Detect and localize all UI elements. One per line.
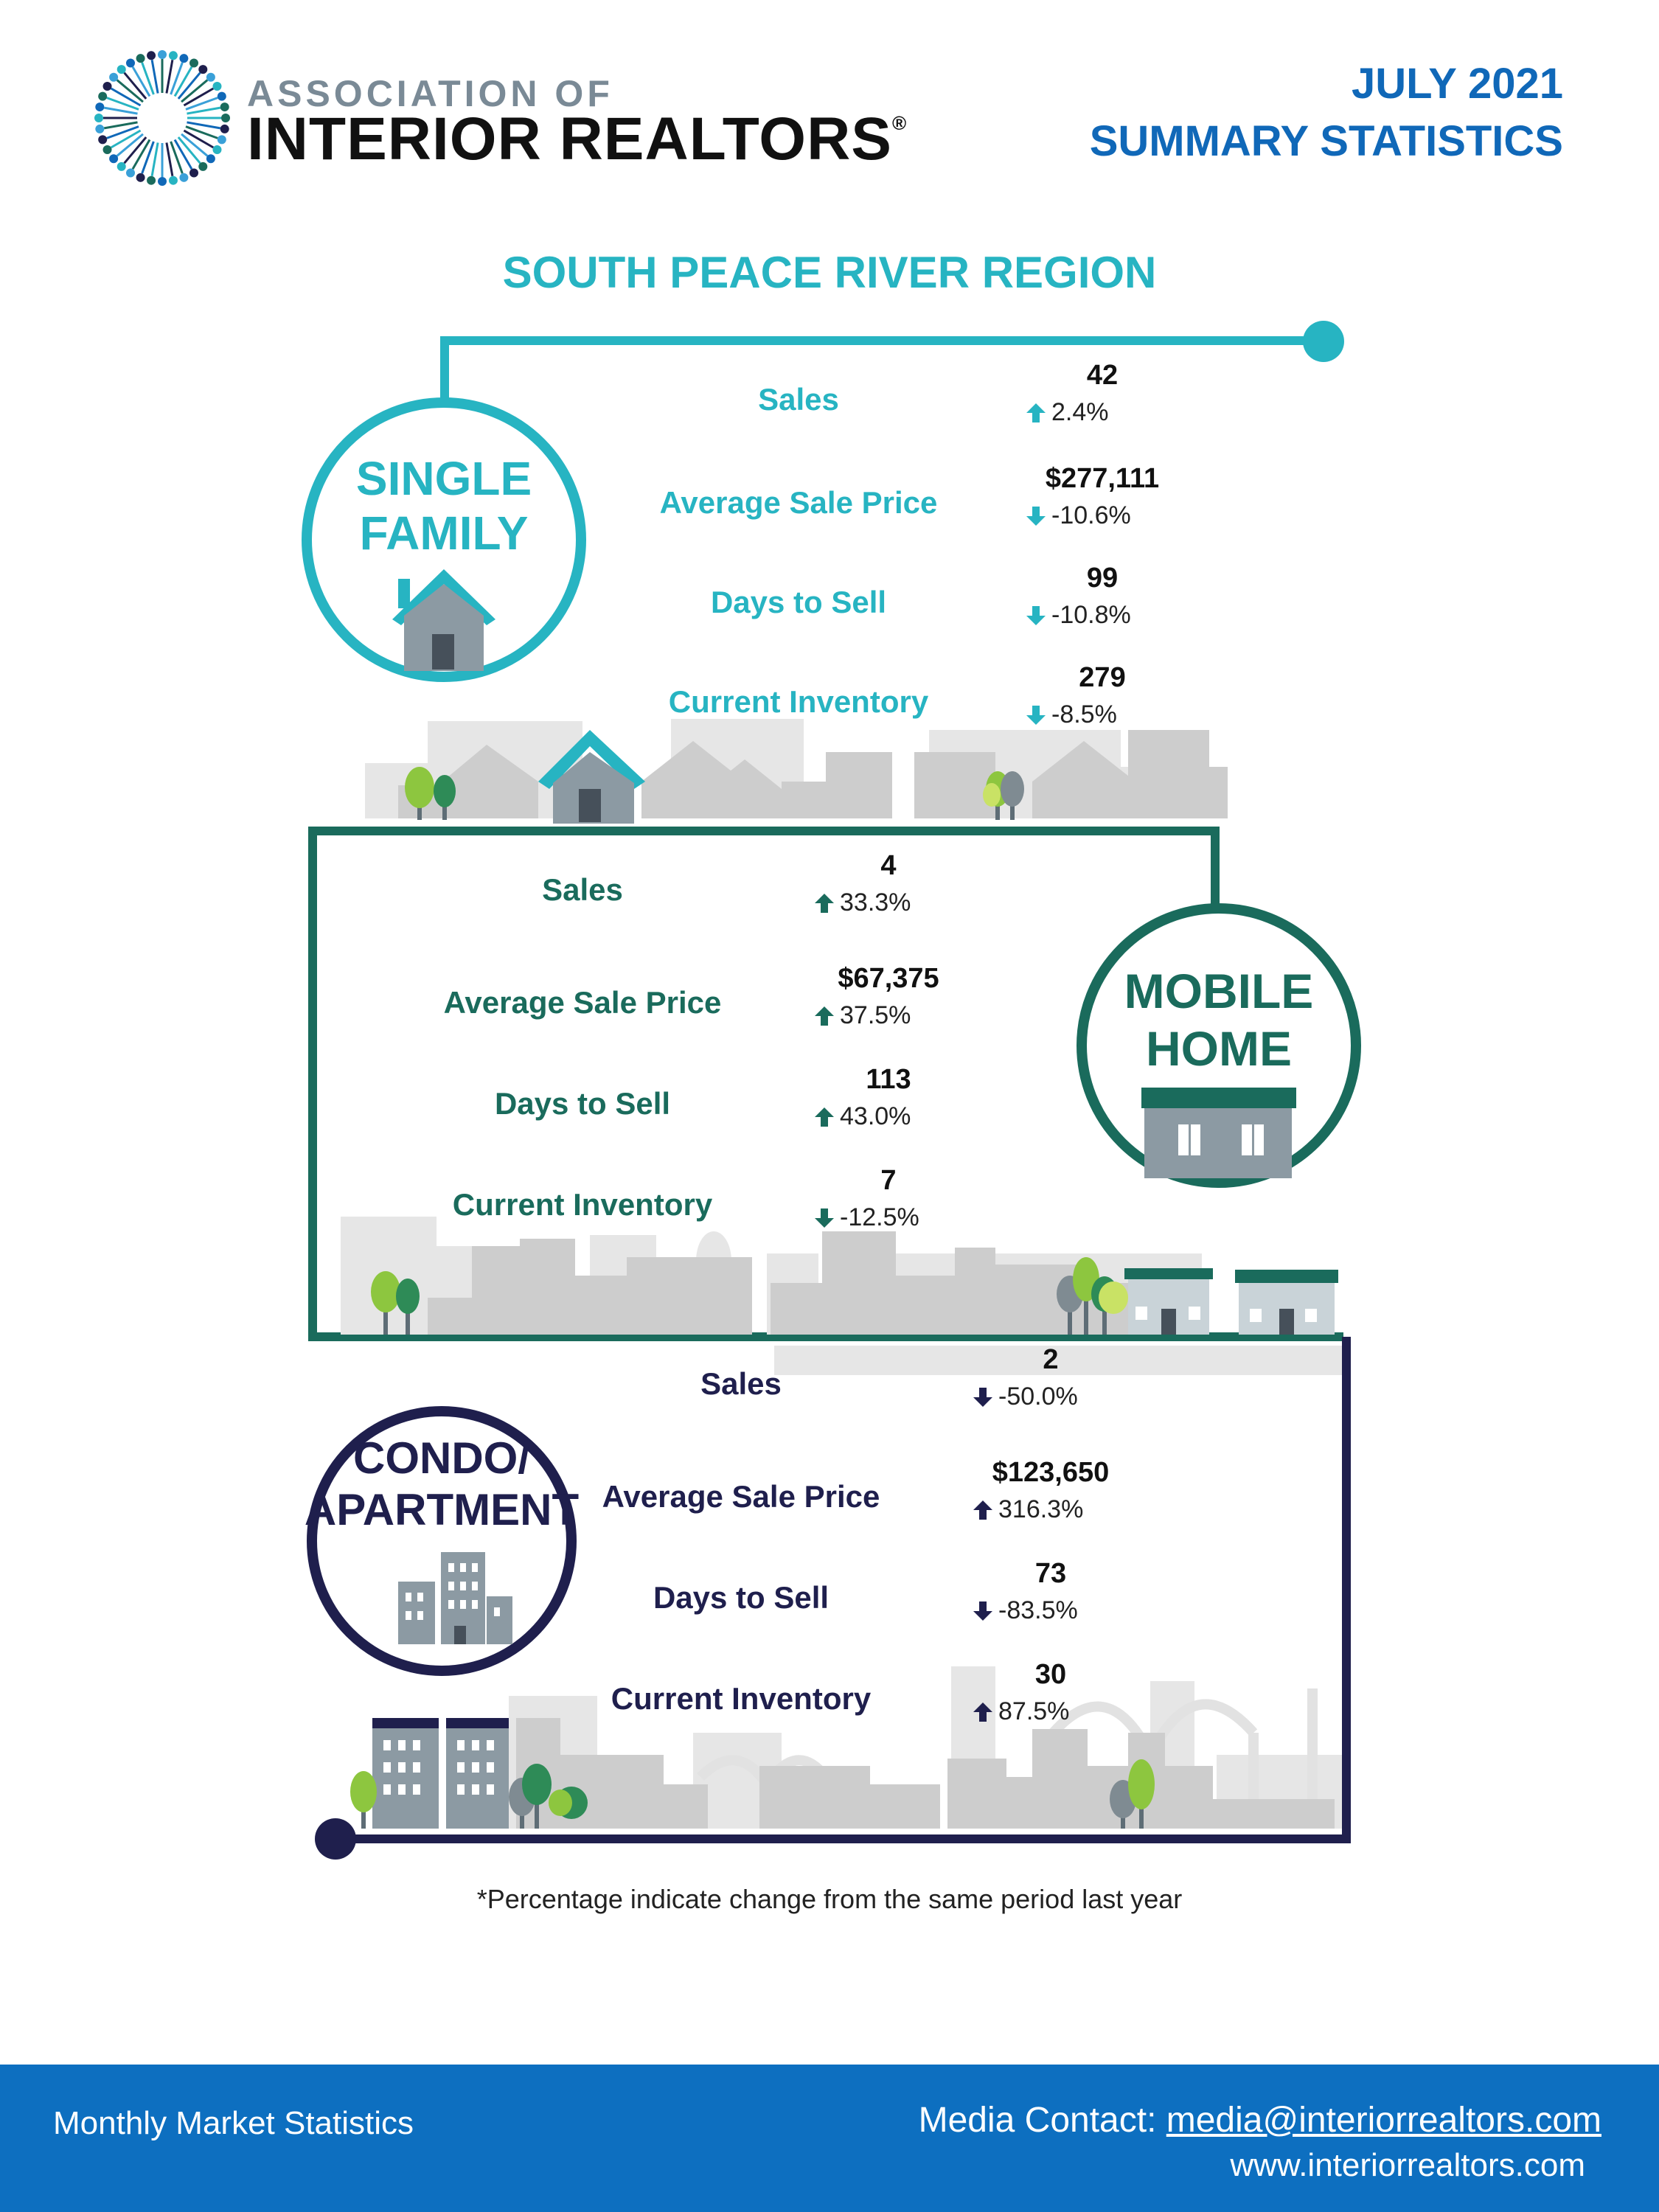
stat-value: 279 bbox=[1079, 662, 1126, 693]
media-email-link[interactable]: media@interiorrealtors.com bbox=[1166, 2101, 1601, 2140]
stat-label: Average Sale Price bbox=[659, 485, 938, 520]
arrow-down-icon bbox=[972, 1600, 994, 1622]
stat-value: $123,650 bbox=[992, 1457, 1110, 1488]
stat-change-value: 37.5% bbox=[840, 1001, 911, 1029]
mobile-home-title bbox=[1108, 962, 1329, 1077]
arrow-down-icon bbox=[813, 1207, 835, 1229]
stat-value: 7 bbox=[880, 1165, 897, 1196]
single-family-title-1: SINGLE bbox=[355, 452, 532, 505]
stat-change bbox=[972, 1596, 1078, 1625]
arrow-up-icon bbox=[972, 1701, 994, 1723]
stat-change bbox=[813, 1102, 911, 1131]
stat-change bbox=[972, 1697, 1069, 1726]
stat-label: Sales bbox=[758, 382, 839, 417]
stat-label: Days to Sell bbox=[653, 1580, 830, 1615]
stat-value: 113 bbox=[866, 1064, 911, 1095]
arrow-down-icon bbox=[1025, 505, 1047, 527]
mobile-home-title-2: HOME bbox=[1146, 1021, 1292, 1076]
stat-label: Current Inventory bbox=[452, 1187, 713, 1222]
media-contact-label: Media Contact: bbox=[918, 2101, 1157, 2140]
stat-change-value: 316.3% bbox=[998, 1495, 1084, 1523]
single-family-title-2: FAMILY bbox=[359, 507, 529, 560]
stat-label: Days to Sell bbox=[494, 1086, 671, 1121]
stat-value: 4 bbox=[880, 850, 897, 881]
logo-line1: ASSOCIATION OF bbox=[247, 73, 613, 114]
stat-change-value: -10.8% bbox=[1051, 601, 1131, 629]
condo-title bbox=[298, 1433, 585, 1536]
mobile-home-icon bbox=[1141, 1088, 1296, 1178]
logo-name: INTERIOR REALTORS bbox=[247, 105, 892, 173]
stat-label: Average Sale Price bbox=[443, 985, 722, 1020]
stat-change bbox=[1025, 398, 1109, 427]
stat-change-value: 43.0% bbox=[840, 1102, 911, 1130]
stat-value: 2 bbox=[1043, 1344, 1059, 1375]
mobile-home-title-1: MOBILE bbox=[1124, 964, 1314, 1018]
stat-change bbox=[972, 1495, 1083, 1524]
arrow-up-icon bbox=[813, 892, 835, 914]
report-subtitle: SUMMARY STATISTICS bbox=[1089, 117, 1563, 165]
stat-label: Days to Sell bbox=[710, 585, 887, 619]
stat-change-value: 2.4% bbox=[1051, 398, 1109, 426]
arrow-up-icon bbox=[813, 1005, 835, 1027]
stat-value: $67,375 bbox=[838, 963, 939, 994]
report-period: JULY 2021 bbox=[1351, 60, 1563, 108]
stat-change-value: -8.5% bbox=[1051, 700, 1117, 728]
stat-value: $277,111 bbox=[1045, 463, 1160, 494]
region-title: SOUTH PEACE RIVER REGION bbox=[502, 248, 1157, 297]
stat-change-value: -10.6% bbox=[1051, 501, 1131, 529]
stat-change bbox=[813, 1203, 919, 1232]
stat-change bbox=[1025, 501, 1131, 530]
arrow-up-icon bbox=[972, 1499, 994, 1521]
stat-change-value: 33.3% bbox=[840, 888, 911, 917]
stat-change-value: -12.5% bbox=[840, 1203, 919, 1231]
stat-label: Current Inventory bbox=[668, 684, 929, 719]
arrow-up-icon bbox=[813, 1106, 835, 1128]
stat-change-value: -83.5% bbox=[998, 1596, 1078, 1624]
stat-change bbox=[1025, 700, 1117, 729]
website-link[interactable]: www.interiorrealtors.com bbox=[1230, 2147, 1585, 2183]
stat-change bbox=[813, 1001, 911, 1030]
stat-change-value: 87.5% bbox=[998, 1697, 1070, 1725]
stat-change bbox=[1025, 601, 1131, 630]
stat-change bbox=[813, 888, 911, 917]
single-family-title bbox=[333, 451, 554, 560]
stat-value: 42 bbox=[1086, 360, 1119, 391]
stat-change-value: -50.0% bbox=[998, 1382, 1078, 1411]
stat-value: 73 bbox=[1034, 1558, 1067, 1589]
arrow-up-icon bbox=[1025, 402, 1047, 424]
stat-value: 30 bbox=[1034, 1659, 1067, 1690]
condo-title-1: CONDO/ bbox=[353, 1433, 530, 1483]
condo-title-2: APARTMENT bbox=[304, 1485, 580, 1534]
arrow-down-icon bbox=[1025, 605, 1047, 627]
stat-label: Sales bbox=[542, 872, 623, 907]
stat-label: Current Inventory bbox=[611, 1681, 872, 1716]
media-contact bbox=[919, 2100, 1601, 2140]
stat-value: 99 bbox=[1086, 563, 1119, 594]
mobile-home-small-icons bbox=[1124, 1268, 1338, 1335]
footnote: *Percentage indicate change from the same period last year bbox=[476, 1884, 1183, 1914]
stat-change bbox=[972, 1382, 1078, 1411]
arrow-down-icon bbox=[1025, 704, 1047, 726]
registered-mark: ® bbox=[892, 112, 908, 134]
stat-label: Average Sale Price bbox=[602, 1479, 880, 1514]
arrow-down-icon bbox=[972, 1386, 994, 1408]
footer-tagline: Monthly Market Statistics bbox=[53, 2105, 414, 2141]
stat-label: Sales bbox=[700, 1366, 782, 1401]
